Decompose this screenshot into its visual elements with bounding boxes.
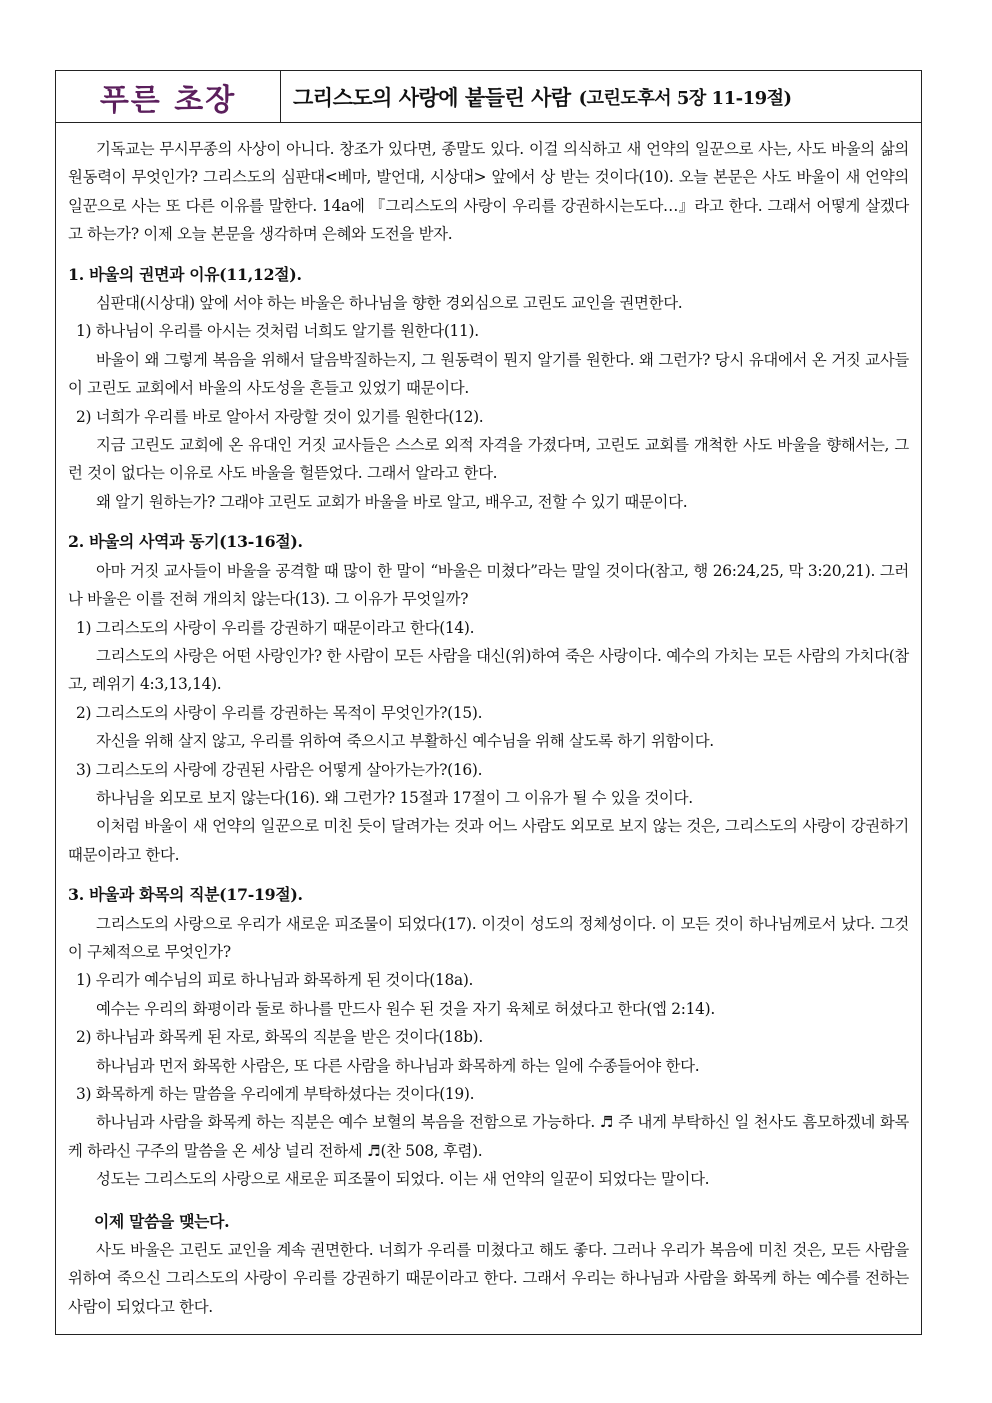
point-text: 성도는 그리스도의 사랑으로 새로운 피조물이 되었다. 이는 새 언약의 일꾼이 되었다는 말이다. — [96, 1170, 710, 1189]
scripture-reference: (고린도후서 5장 11-19절) — [578, 87, 792, 109]
section-heading: 2. 바울의 사역과 동기(13-16절). — [68, 532, 303, 552]
sermon-body — [68, 135, 909, 1321]
point-heading: 1) 우리가 예수님의 피로 하나님과 화목하게 된 것이다(18a). — [76, 971, 474, 990]
point-text: 하나님과 먼저 화목한 사람은, 또 다른 사람을 하나님과 화목하게 하는 일에 수종들어야 한다. — [96, 1056, 700, 1075]
point-heading: 3) 그리스도의 사랑에 강권된 사람은 어떻게 살아가는가?(16). — [76, 760, 483, 779]
point-text: 하나님과 사람을 화목케 하는 직분은 예수 보혈의 복음을 전함으로 가능하다. ♬ 주 내게 부탁하신 일 천사도 흠모하겠네 화목케 하라신 구주의 말씀을 온 세상 널리 전하세 ♬(찬 508, 후렴). — [68, 1113, 909, 1160]
column-label-cell — [56, 71, 281, 122]
point-text: 지금 고린도 교회에 온 유대인 거짓 교사들은 스스로 외적 자격을 가졌다며, 고린도 교회를 개척한 사도 바울을 향해서는, 그런 것이 없다는 이유로 사도 바울을 헐뜯었다. 그래서 알라고 한다. — [68, 436, 909, 483]
point-text: 바울이 왜 그렇게 복음을 위해서 달음박질하는지, 그 원동력이 뭔지 알기를 원한다. 왜 그런가? 당시 유대에서 온 거짓 교사들이 고린도 교회에서 바울의 사도성을 흔들고 있었기 때문이다. — [68, 350, 909, 398]
closing-heading: 이제 말씀을 맺는다. — [94, 1211, 230, 1231]
section-heading: 1. 바울의 권면과 이유(11,12절). — [68, 264, 302, 284]
point-heading: 1) 그리스도의 사랑이 우리를 강권하기 때문이라고 한다(14). — [76, 618, 475, 637]
sermon-title: 그리스도의 사랑에 붙들린 사람 — [293, 84, 571, 110]
header-bar — [56, 71, 921, 123]
point-heading: 1) 하나님이 우리를 아시는 것처럼 너희도 알기를 원한다(11). — [76, 322, 479, 341]
intro-paragraph: 기독교는 무시무종의 사상이 아니다. 창조가 있다면, 종말도 있다. 이걸 의식하고 새 언약의 일꾼으로 사는, 사도 바울의 삶의 원동력이 무엇인가? 그리스도의 심판대<베마, 발언대, 시상대> 앞에서 상 받는 것이다(10). 오늘 본문은 사도 바울이 새 언약의 일꾼으로 사는 또 다른 이유를 말한다. 14a에 『그리스도의 사랑이 우리를 강권하시는도다…』라고 한다. 그래서 어떻게 살겠다고 하는가? 이제 오늘 본문을 생각하며 은혜와 도전을 받자. — [68, 140, 909, 244]
point-heading: 2) 그리스도의 사랑이 우리를 강권하는 목적이 무엇인가?(15). — [76, 703, 483, 722]
point-heading: 3) 화목하게 하는 말씀을 우리에게 부탁하셨다는 것이다(19). — [76, 1085, 475, 1103]
sermon-title-cell — [281, 71, 921, 122]
section-lead: 심판대(시상대) 앞에 서야 하는 바울은 하나님을 향한 경외심으로 고린도 교인을 권면한다. — [96, 294, 683, 313]
point-text: 그리스도의 사랑은 어떤 사랑인가? 한 사람이 모든 사람을 대신(위)하여 죽은 사랑이다. 예수의 가치는 모든 사람의 가치다(참고, 레위기 4:3,13,14). — [68, 646, 909, 694]
section-heading: 3. 바울과 화목의 직분(17-19절). — [68, 885, 303, 905]
point-text: 예수는 우리의 화평이라 둘로 하나를 만드사 원수 된 것을 자기 육체로 허셨다고 한다(엡 2:14). — [96, 999, 715, 1018]
section-lead: 아마 거짓 교사들이 바울을 공격할 때 많이 한 말이 “바울은 미쳤다”라는 말일 것이다(참고, 행 26:24,25, 막 3:20,21). 그러나 바울은 이를 전혀 개의치 않는다(13). 그 이유가 무엇일까? — [68, 561, 909, 609]
point-text: 이처럼 바울이 새 언약의 일꾼으로 미친 듯이 달려가는 것과 어느 사람도 외모로 보지 않는 것은, 그리스도의 사랑이 강권하기 때문이라고 한다. — [68, 817, 909, 864]
point-text: 자신을 위해 살지 않고, 우리를 위하여 죽으시고 부활하신 예수님을 위해 살도록 하기 위함이다. — [96, 732, 714, 751]
point-text: 왜 알기 원하는가? 그래야 고린도 교회가 바울을 바로 알고, 배우고, 전할 수 있기 때문이다. — [96, 492, 688, 511]
point-text: 하나님을 외모로 보지 않는다(16). 왜 그런가? 15절과 17절이 그 이유가 될 수 있을 것이다. — [96, 788, 693, 807]
point-heading: 2) 하나님과 화목케 된 자로, 화목의 직분을 받은 것이다(18b). — [76, 1028, 483, 1047]
column-label: 푸른 초장 — [99, 82, 237, 118]
section-lead: 그리스도의 사랑으로 우리가 새로운 피조물이 되었다(17). 이것이 성도의 정체성이다. 이 모든 것이 하나님께로서 났다. 그것이 구체적으로 무엇인가? — [68, 914, 909, 961]
bulletin-frame — [55, 70, 922, 1335]
point-heading: 2) 너희가 우리를 바로 알아서 자랑할 것이 있기를 원한다(12). — [76, 407, 484, 426]
closing-paragraph: 사도 바울은 고린도 교인을 계속 권면한다. 너희가 우리를 미쳤다고 해도 좋다. 그러나 우리가 복음에 미친 것은, 모든 사람을 위하여 죽으신 그리스도의 사랑이 우리를 강권하기 때문이라고 한다. 그래서 우리는 하나님과 사람을 화목케 하는 예수를 전하는 사람이 되었다고 한다. — [68, 1241, 909, 1316]
